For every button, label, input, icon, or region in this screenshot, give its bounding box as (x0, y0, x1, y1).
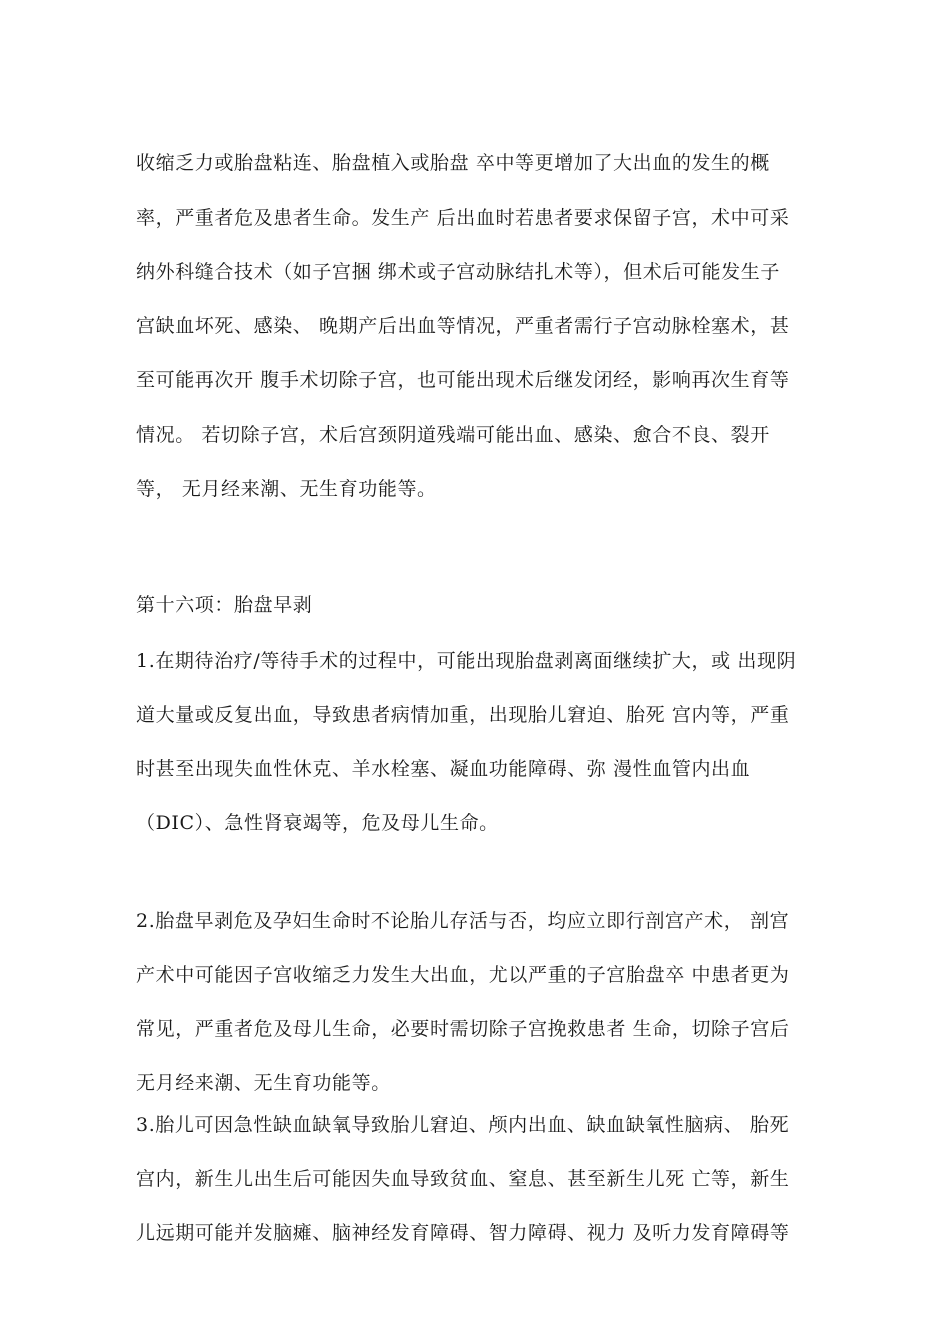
paragraph-line: 1.在期待治疗/等待手术的过程中，可能出现胎盘剥离面继续扩大，或 出现阴 (136, 650, 797, 672)
paragraph-line: 宫内，新生儿出生后可能因失血导致贫血、窒息、甚至新生儿死 亡等，新生 (136, 1168, 790, 1190)
paragraph-line: 道大量或反复出血，导致患者病情加重，出现胎儿窘迫、胎死 宫内等，严重 (136, 704, 790, 726)
paragraph-line: （DIC）、急性肾衰竭等，危及母儿生命。 (136, 812, 499, 834)
paragraph-line: 情况。 若切除子宫，术后宫颈阴道残端可能出血、感染、愈合不良、裂开 (136, 424, 770, 446)
paragraph-line: 至可能再次开 腹手术切除子宫，也可能出现术后继发闭经，影响再次生育等 (136, 369, 790, 391)
paragraph-line: 无月经来潮、无生育功能等。 (136, 1072, 391, 1094)
paragraph-line: 儿远期可能并发脑瘫、脑神经发育障碍、智力障碍、视力 及听力发育障碍等 (136, 1222, 790, 1244)
paragraph-line: 纳外科缝合技术（如子宫捆 绑术或子宫动脉结扎术等），但术后可能发生子 (136, 261, 780, 283)
paragraph-line: 等， 无月经来潮、无生育功能等。 (136, 478, 437, 500)
paragraph-line: 宫缺血坏死、感染、 晚期产后出血等情况，严重者需行子宫动脉栓塞术，甚 (136, 315, 790, 337)
paragraph-line: 3.胎儿可因急性缺血缺氧导致胎儿窘迫、颅内出血、缺血缺氧性脑病、 胎死 (136, 1114, 790, 1136)
paragraph-line: 时甚至出现失血性休克、羊水栓塞、凝血功能障碍、弥 漫性血管内出血 (136, 758, 751, 780)
section-heading: 第十六项：胎盘早剥 (136, 594, 313, 616)
paragraph-line: 收缩乏力或胎盘粘连、胎盘植入或胎盘 卒中等更增加了大出血的发生的概 (136, 152, 770, 174)
paragraph-line: 产术中可能因子宫收缩乏力发生大出血，尤以严重的子宫胎盘卒 中患者更为 (136, 964, 790, 986)
paragraph-line: 2.胎盘早剥危及孕妇生命时不论胎儿存活与否，均应立即行剖宫产术， 剖宫 (136, 910, 790, 932)
paragraph-line: 率，严重者危及患者生命。发生产 后出血时若患者要求保留子宫，术中可采 (136, 207, 790, 229)
paragraph-line: 常见，严重者危及母儿生命，必要时需切除子宫挽救患者 生命，切除子宫后 (136, 1018, 790, 1040)
